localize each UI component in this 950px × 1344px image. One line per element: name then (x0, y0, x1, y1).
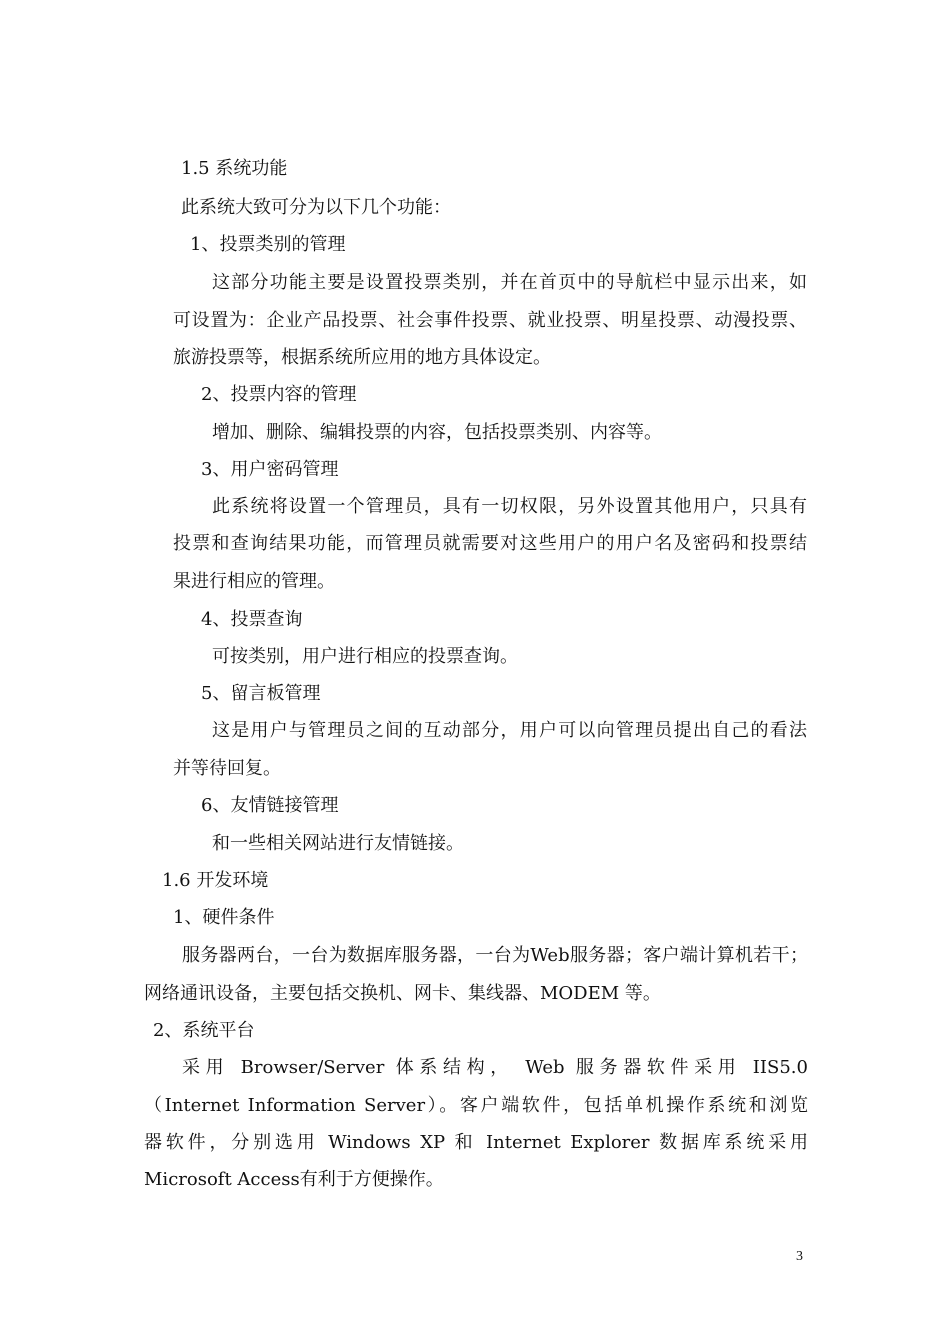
item-title-1: 1、投票类别的管理 (190, 234, 346, 255)
item-5-line-1: 这是用户与管理员之间的互动部分，用户可以向管理员提出自己的看法 (212, 720, 807, 741)
item-title-3: 3、用户密码管理 (201, 459, 339, 480)
platform-line-2: （Internet Information Server）。客户端软件，包括单机操作系统和浏览 (144, 1095, 808, 1116)
hardware-line-1: 服务器两台，一台为数据库服务器，一台为Web服务器；客户端计算机若干； (182, 945, 808, 966)
item-1-line-3: 旅游投票等，根据系统所应用的地方具体设定。 (173, 347, 551, 368)
platform-title: 2、系统平台 (153, 1020, 255, 1041)
platform-line-4: Microsoft Access有利于方便操作。 (144, 1169, 444, 1190)
item-1-line-1: 这部分功能主要是设置投票类别，并在首页中的导航栏中显示出来，如 (212, 272, 807, 293)
item-5-line-2: 并等待回复。 (173, 758, 281, 779)
item-4-line-1: 可按类别，用户进行相应的投票查询。 (212, 646, 518, 667)
item-2-line-1: 增加、删除、编辑投票的内容，包括投票类别、内容等。 (212, 422, 662, 443)
hardware-title: 1、硬件条件 (173, 907, 275, 928)
page-number: 3 (796, 1249, 803, 1264)
platform-line-3: 器软件，分别选用 Windows XP 和 Internet Explorer 数据库系统采用 (144, 1132, 808, 1153)
item-1-line-2: 可设置为：企业产品投票、社会事件投票、就业投票、明星投票、动漫投票、 (173, 310, 807, 331)
item-6-line-1: 和一些相关网站进行友情链接。 (212, 833, 464, 854)
section-heading-1-6: 1.6 开发环境 (162, 870, 269, 891)
item-title-4: 4、投票查询 (201, 609, 303, 630)
hardware-line-2: 网络通讯设备，主要包括交换机、网卡、集线器、MODEM 等。 (144, 983, 661, 1004)
item-title-2: 2、投票内容的管理 (201, 384, 357, 405)
item-title-5: 5、留言板管理 (201, 683, 321, 704)
section-intro: 此系统大致可分为以下几个功能： (181, 197, 451, 218)
item-3-line-1: 此系统将设置一个管理员，具有一切权限，另外设置其他用户，只具有 (212, 496, 807, 517)
item-3-line-2: 投票和查询结果功能，而管理员就需要对这些用户的用户名及密码和投票结 (173, 533, 807, 554)
item-3-line-3: 果进行相应的管理。 (173, 571, 335, 592)
section-heading-1-5: 1.5 系统功能 (181, 158, 288, 179)
platform-line-1: 采用 Browser/Server 体系结构， Web 服务器软件采用 IIS5.0 (182, 1057, 808, 1078)
item-title-6: 6、友情链接管理 (201, 795, 339, 816)
